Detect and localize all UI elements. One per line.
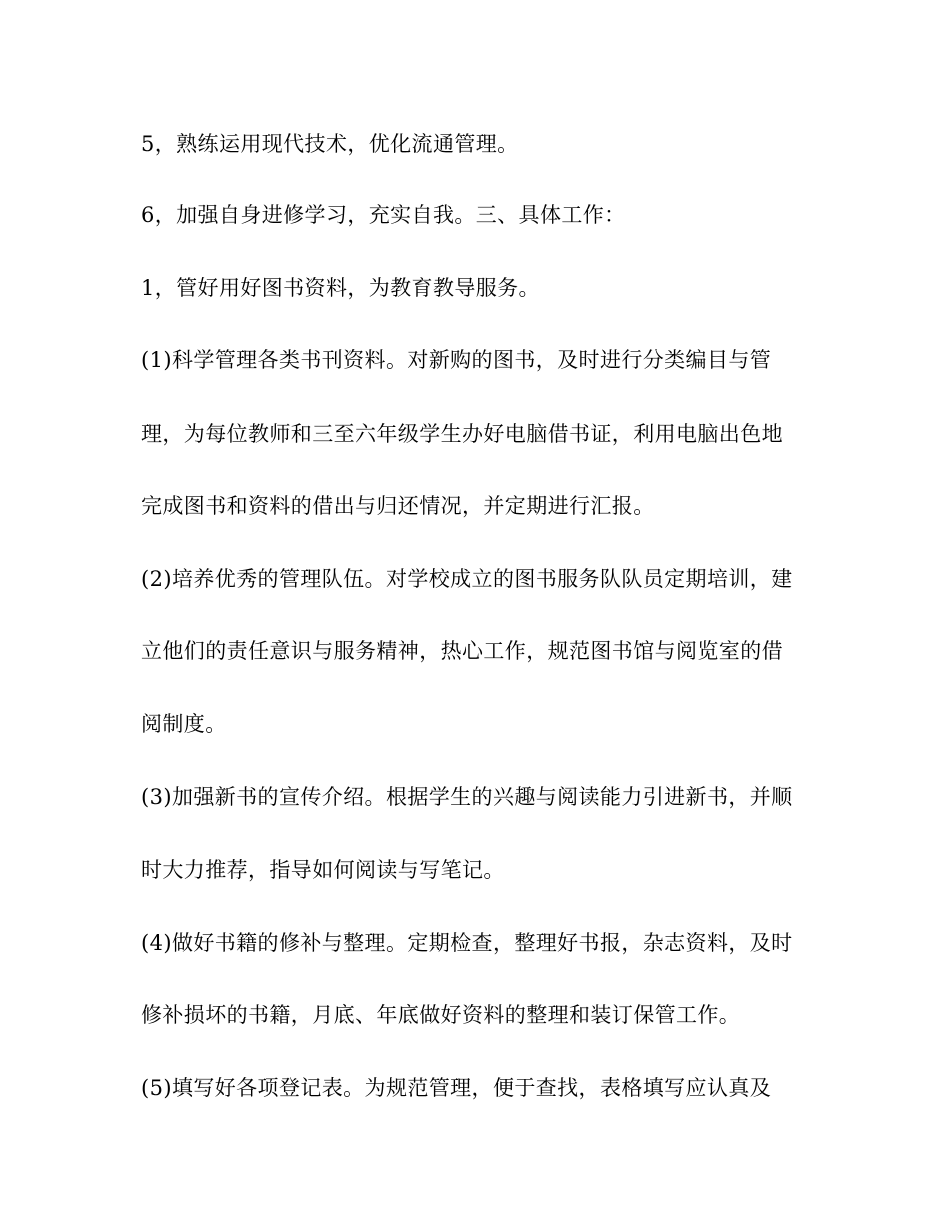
text-line: 阅制度。 xyxy=(141,712,227,736)
text-line: 立他们的责任意识与服务精神，热心工作，规范图书馆与阅览室的借 xyxy=(141,639,783,663)
text-line: 修补损坏的书籍，月底、年底做好资料的整理和装订保管工作。 xyxy=(141,1003,741,1027)
text-line: (5)填写好各项登记表。为规范管理，便于查找，表格填写应认真及 xyxy=(141,1076,772,1100)
text-line: (4)做好书籍的修补与整理。定期检查，整理好书报，杂志资料，及时 xyxy=(141,931,793,955)
text-line: 5，熟练运用现代技术，优化流通管理。 xyxy=(141,132,519,156)
text-line: 完成图书和资料的借出与归还情况，并定期进行汇报。 xyxy=(141,494,655,518)
text-line: 时大力推荐，指导如何阅读与写笔记。 xyxy=(141,858,505,882)
text-line: 理，为每位教师和三至六年级学生办好电脑借书证，利用电脑出色地 xyxy=(141,422,783,446)
text-line: 6，加强自身进修学习，充实自我。三、具体工作： xyxy=(141,203,626,227)
text-line: (3)加强新书的宣传介绍。根据学生的兴趣与阅读能力引进新书，并顺 xyxy=(141,785,793,809)
text-line: 1，管好用好图书资料，为教育教导服务。 xyxy=(141,276,540,300)
text-line: (2)培养优秀的管理队伍。对学校成立的图书服务队队员定期培训，建 xyxy=(141,567,793,591)
text-line: (1)科学管理各类书刊资料。对新购的图书，及时进行分类编目与管 xyxy=(141,348,772,372)
